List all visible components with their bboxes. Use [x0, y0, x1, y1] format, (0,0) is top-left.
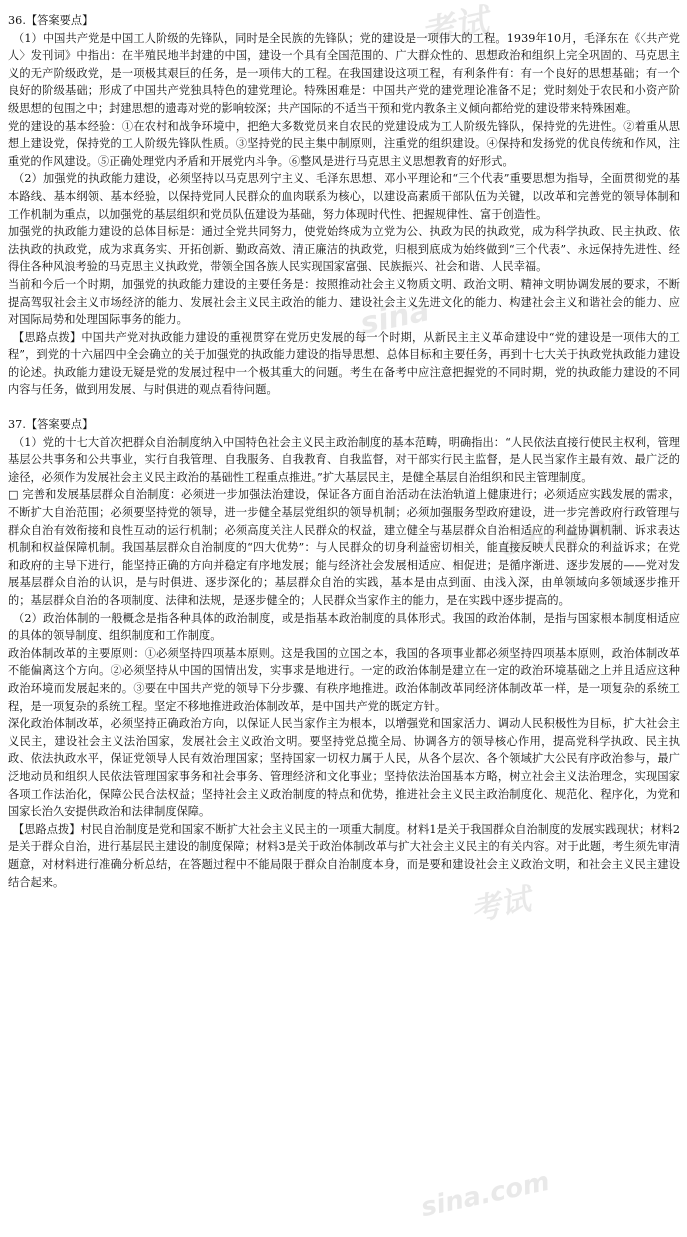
- paragraph: 当前和今后一个时期，加强党的执政能力建设的主要任务是：按照推动社会主义物质文明、政治文明、精神文明协调发展的要求，不断提高驾驭社会主义市场经济的能力、发展社会主义民主政治的能力、建设社会主义先进文化的能力、构建社会主义和谐社会的能力、应对国际局势和处理国际事务的能力。: [8, 277, 680, 327]
- paragraph: 加强党的执政能力建设的总体目标是：通过全党共同努力，使党始终成为立党为公、执政为民的执政党，成为科学执政、民主执政、依法执政的执政党，成为求真务实、开拓创新、勤政高效、清正廉洁的执政党，归根到底成为始终做到“三个代表”、永远保持先进性、经得住各种风浪考验的马克思主义执政党，带领全国各族人民实现国家富强、民族振兴、社会和谐、人民幸福。: [8, 225, 680, 274]
- answer-heading: 36.【答案要点】: [8, 14, 94, 27]
- paragraph: 政治体制改革的主要原则：①必须坚持四项基本原则。这是我国的立国之本，我国的各项事业都必须坚持四项基本原则，政治体制改革不能偏离这个方向。②必须坚持从中国的国情出发，实事求是地进行。一定的政治体制是建立在一定的政治环境基础之上并且适应这种政治环境而发展起来的。③要在中国共产党的领导下分步骤、有秩序地推进。政治体制改革同经济体制改革一样，是一项复杂的系统工程，是一项复杂的系统工程。坚定不移地推进政治体制改革，是中国共产党的既定方针。: [8, 646, 680, 713]
- document-page: [8, 12, 680, 891]
- paragraph: 深化政治体制改革，必须坚持正确政治方向，以保证人民当家作主为根本，以增强党和国家活力、调动人民积极性为目标，扩大社会主义民主，建设社会主义法治国家，发展社会主义政治文明。要坚持党总揽全局、协调各方的领导核心作用，提高党科学执政、民主执政、依法执政水平，保证党领导人民有效治理国家；坚持国家一切权力属于人民，从各个层次、各个领域扩大公民有序政治参与，最广泛地动员和组织人民依法管理国家事务和社会事务、管理经济和文化事业；坚持依法治国基本方略，树立社会主义法治理念，实现国家各项工作法治化，保障公民合法权益；坚持社会主义政治制度的特点和优势，推进社会主义民主政治制度化、规范化、程序化，为党和国家长治久安提供政治和法律制度保障。: [8, 717, 680, 819]
- answer-heading: 37.【答案要点】: [8, 418, 94, 432]
- paragraph: （2）加强党的执政能力建设，必须坚持以马克思列宁主义、毛泽东思想、邓小平理论和“三个代表”重要思想为指导，全面贯彻党的基本路线、基本纲领、基本经验，以保持党同人民群众的血肉联系为核心，以建设高素质干部队伍为关键，以改革和完善党的领导体制和工作机制为重点，以加强党的基层组织和党员队伍建设为基础，努力体现时代性、把握规律性、富于创造性。: [8, 172, 680, 221]
- paragraph: （2）政治体制的一般概念是指各种具体的政治制度，或是指基本政治制度的具体形式。我国的政治体制，是指与国家根本制度相适应的具体的领导制度、组织制度和工作制度。: [8, 611, 680, 643]
- paragraph: （1）党的十七大首次把群众自治制度纳入中国特色社会主义民主政治制度的基本范畴，明确指出：“人民依法直接行使民主权利，管理基层公共事务和公共事业，实行自我管理、自我服务、自我教育、自我监督，对干部实行民主监督，是人民当家作主最有效、最广泛的途径，必须作为发展社会主义民主政治的基础性工程重点推进。”扩大基层民主，是健全基层自治组织和民主管理制度。: [8, 435, 680, 484]
- hint-paragraph: 【思路点拨】村民自治制度是党和国家不断扩大社会主义民主的一项重大制度。材料1是关于我国群众自治制度的发展实践现状；材料2是关于群众自治，进行基层民主建设的制度保障；材料3是关于政治体制改革与扩大社会主义民主的有关内容。对于此题，考生须先审清题意，对材料进行准确分析总结，在答题过程中不能局限于群众自治制度本身，而是要和建设社会主义政治文明，和社会主义民主建设结合起来。: [8, 822, 680, 889]
- watermark: sina: [357, 293, 433, 342]
- watermark: edu.sina: [498, 507, 627, 563]
- paragraph: □ 完善和发展基层群众自治制度：必须进一步加强法治建设，保证各方面自治活动在法治轨道上健康进行；必须适应实践发展的需求，不断扩大自治范围；必须要坚持党的领导，进一步健全基层党组织的领导机制；必须加强服务型政府建设，进一步完善政府行政管理与群众自治有效衔接和良性互动的运行机制；必须高度关注人民群众的权益，建立健全与基层群众自治相适应的利益协调机制、诉求表达机制和权益保障机制。我国基层群众自治制度的“四大优势”：与人民群众的切身利益密切相关，能直接反映人民群众的利益诉求；在党和政府的主导下进行，能坚持正确的方向并稳定有序地发展；能与经济社会发展相适应、相促进；是循序渐进、逐步发展的——党对发展基层群众自治的认识，是与时俱进、逐步深化的；基层群众自治的实践，基本是由点到面、由浅入深，由单领域向多领域逐步推开的；基层群众自治的各项制度、法律和法规，是逐步健全的；人民群众当家作主的能力，是在实践中逐步提高的。: [8, 488, 680, 607]
- hint-paragraph: 【思路点拨】中国共产党对执政能力建设的重视贯穿在党历史发展的每一个时期，从新民主主义革命建设中“党的建设是一项伟大的工程”，到党的十六届四中全会确立的关于加强党的执政能力建设的指导思想、总体目标和主要任务，再到十七大关于执政党执政能力建设的论述。执政能力建设无疑是党的发展过程中一个极其重大的问题。考生在备考中应注意把握党的不同时期，党的执政能力建设的不同内容与任务，做到用发展、与时俱进的观点看待问题。: [8, 330, 680, 397]
- paragraph: 党的建设的基本经验：①在农村和战争环境中，把绝大多数党员来自农民的党建设成为工人阶级先锋队，保持党的先进性。②着重从思想上建设党，保持党的工人阶级先锋队性质。③坚持党的民主集中制原则，注重党的组织建设。④保持和发扬党的优良传统和作风，注重党的作风建设。⑤正确处理党内矛盾和开展党内斗争。⑥整风是进行马克思主义思想教育的好形式。: [8, 119, 680, 168]
- watermark: sina.com: [418, 1166, 553, 1224]
- watermark: 考试: [417, 1, 493, 55]
- section-gap: [8, 399, 680, 416]
- answer-36: [8, 12, 680, 399]
- paragraph: （1）中国共产党是中国工人阶级的先锋队，同时是全民族的先锋队；党的建设是一项伟大的工程。1939年10月，毛泽东在《〈共产党人〉发刊词》中指出：在半殖民地半封建的中国，建设一个具有全国范围的、广大群众性的、思想政治和组织上完全巩固的、马克思主义的无产阶级政党，是一项极其艰巨的任务，是一项伟大的工程。在我国建设这项工程，有利条件有：有一个良好的思想基础；有一个良好的阶级基础；形成了中国共产党独具特色的建党理论。特殊困难是：中国共产党的建党理论准备不足；党时刻处于农民和小资产阶级思想的包围之中；封建思想的遗毒对党的影响较深；共产国际的不适当干预和党内教条主义倾向都给党的建设带来特殊困难。: [8, 31, 680, 115]
- watermark: 考试: [467, 882, 534, 929]
- answer-37: [8, 416, 680, 891]
